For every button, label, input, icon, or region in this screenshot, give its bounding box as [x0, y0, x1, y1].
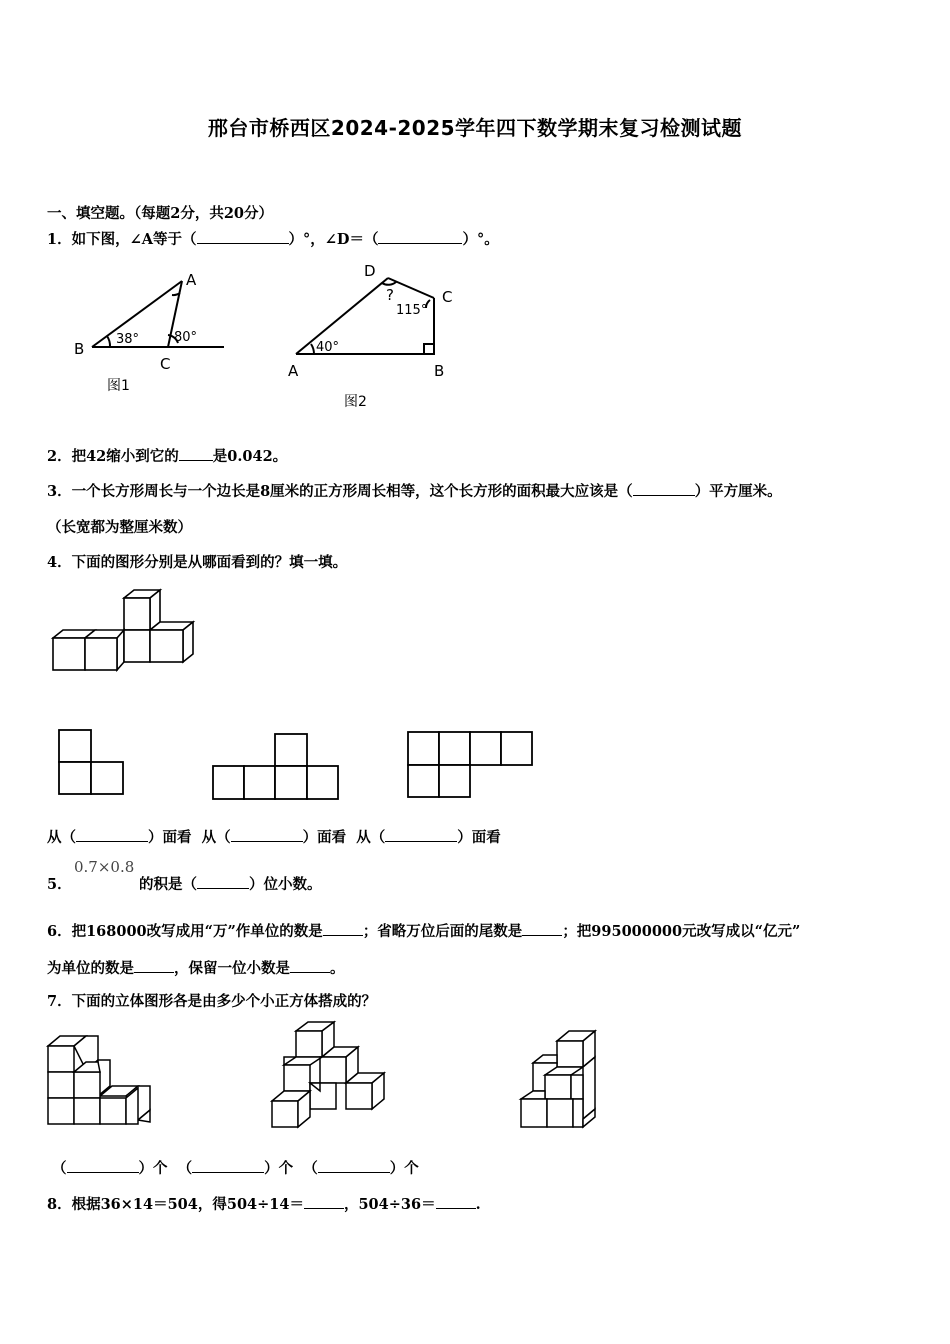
q4-answer-1-blank[interactable] — [76, 829, 148, 842]
fig1-caption: 图1 — [107, 378, 130, 394]
q8-blank-2[interactable] — [436, 1196, 476, 1209]
q4-answer-1-prefix: 从（ — [47, 829, 76, 846]
section-heading: 一、填空题。（每题2分，共20分） — [47, 205, 274, 222]
page-title: 邢台市桥西区2024-2025学年四下数学期末复习检测试题 — [207, 116, 743, 140]
q1-blank-d[interactable] — [378, 231, 462, 244]
q1-suffix: ）°。 — [462, 231, 499, 248]
q3-blank[interactable] — [633, 483, 695, 496]
q4-answer-3-prefix: 从（ — [356, 829, 386, 846]
fig1-label-c: C — [160, 355, 171, 373]
q8-blank-1[interactable] — [304, 1196, 344, 1209]
q4-view-1 — [58, 729, 124, 795]
q5-text — [139, 873, 322, 894]
q7-answer-3-suffix: ）个 — [389, 1160, 419, 1177]
question-3 — [47, 480, 782, 501]
q1-mid: ）°，∠D＝（ — [288, 231, 379, 248]
q4-answer-2-suffix: ）面看 — [302, 829, 347, 846]
q6-blank-4[interactable] — [290, 960, 330, 973]
q7-answer-2-prefix: （ — [177, 1160, 193, 1177]
q7-answer-2-suffix: ）个 — [264, 1160, 294, 1177]
q6-blank-2[interactable] — [522, 923, 562, 936]
fig1-angle-c: 80° — [174, 330, 198, 345]
q8-prefix: 8．根据36×14＝504，得504÷14＝ — [47, 1196, 304, 1213]
q4-answer-2-blank[interactable] — [231, 829, 303, 842]
question-8 — [47, 1193, 481, 1214]
q6-line1-c: ；把995000000元改写成以“亿元” — [562, 923, 801, 940]
fig1-label-b: B — [74, 340, 85, 358]
q4-answers — [47, 826, 501, 847]
fig2-label-c: C — [442, 288, 453, 306]
q6-blank-3[interactable] — [134, 960, 174, 973]
q7-answer-1-suffix: ）个 — [138, 1160, 168, 1177]
q4-answer-3-suffix: ）面看 — [457, 829, 501, 846]
q3-line1-suffix: ）平方厘米。 — [694, 483, 782, 500]
figure-2-quadrilateral — [282, 258, 482, 418]
q6-blank-1[interactable] — [323, 923, 363, 936]
q5-suffix: ）位小数。 — [249, 876, 322, 893]
q3-line1-prefix: 3．一个长方形周长与一个边长是8厘米的正方形周长相等，这个长方形的面积最大应该是（ — [47, 483, 633, 500]
q1-blank-a[interactable] — [197, 231, 289, 244]
fig2-angle-a: 40° — [316, 340, 340, 355]
q8-mid: ，504÷36＝ — [343, 1196, 436, 1213]
q7-solid-3 — [519, 1029, 603, 1131]
q1-prefix: 1．如下图，∠A等于（ — [47, 231, 197, 248]
q7-answer-3-prefix: （ — [303, 1160, 318, 1177]
question-6 — [47, 920, 800, 941]
q5-expression: 0.7×0.8 — [74, 858, 135, 876]
fig1-label-a: A — [186, 271, 197, 289]
q6-line1-b: ；省略万位后面的尾数是 — [362, 923, 523, 940]
fig2-angle-d: ? — [386, 286, 394, 304]
q7-answer-1-prefix: （ — [52, 1160, 67, 1177]
question-1 — [47, 228, 499, 249]
q7-solid-2 — [268, 1021, 390, 1131]
q4-answer-3-blank[interactable] — [385, 829, 457, 842]
fig2-label-a: A — [288, 362, 299, 380]
fig2-caption: 图2 — [344, 394, 367, 410]
q2-suffix: 是0.042。 — [212, 448, 288, 465]
q6-line2-a: 为单位的数是 — [47, 960, 134, 977]
figure-1-triangle — [70, 265, 240, 400]
question-7: 7．下面的立体图形各是由多少个小正方体搭成的？ — [47, 993, 377, 1010]
q4-solid-figure — [50, 586, 200, 678]
fig2-label-d: D — [364, 262, 376, 280]
question-2 — [47, 445, 287, 466]
q7-answers — [52, 1157, 419, 1178]
q5-prefix: 的积是（ — [139, 876, 197, 893]
q7-solid-1 — [46, 1028, 156, 1130]
q7-answer-3-blank[interactable] — [318, 1160, 390, 1173]
q8-suffix: . — [475, 1196, 481, 1213]
q4-answer-2-prefix: 从（ — [201, 829, 231, 846]
q3-note: （长宽都为整厘米数） — [47, 519, 192, 536]
q7-answer-2-blank[interactable] — [192, 1160, 264, 1173]
fig2-angle-c: 115° — [396, 303, 428, 318]
fig2-label-b: B — [434, 362, 445, 380]
fig1-angle-b: 38° — [116, 332, 140, 347]
q2-blank[interactable] — [179, 448, 213, 461]
question-5 — [47, 873, 72, 894]
q5-number: 5． — [47, 876, 72, 893]
q4-answer-1-suffix: ）面看 — [148, 829, 192, 846]
q4-view-3 — [407, 731, 535, 799]
q6-line2-c: 。 — [330, 960, 345, 977]
q6-line-2 — [47, 957, 345, 978]
q5-blank[interactable] — [197, 876, 249, 889]
q7-answer-1-blank[interactable] — [67, 1160, 139, 1173]
q4-view-2 — [212, 733, 340, 801]
question-4: 4．下面的图形分别是从哪面看到的？填一填。 — [47, 554, 348, 571]
q2-prefix: 2．把42缩小到它的 — [47, 448, 179, 465]
q6-line2-b: ，保留一位小数是 — [174, 960, 290, 977]
q6-line1-a: 6．把168000改写成用“万”作单位的数是 — [47, 923, 323, 940]
